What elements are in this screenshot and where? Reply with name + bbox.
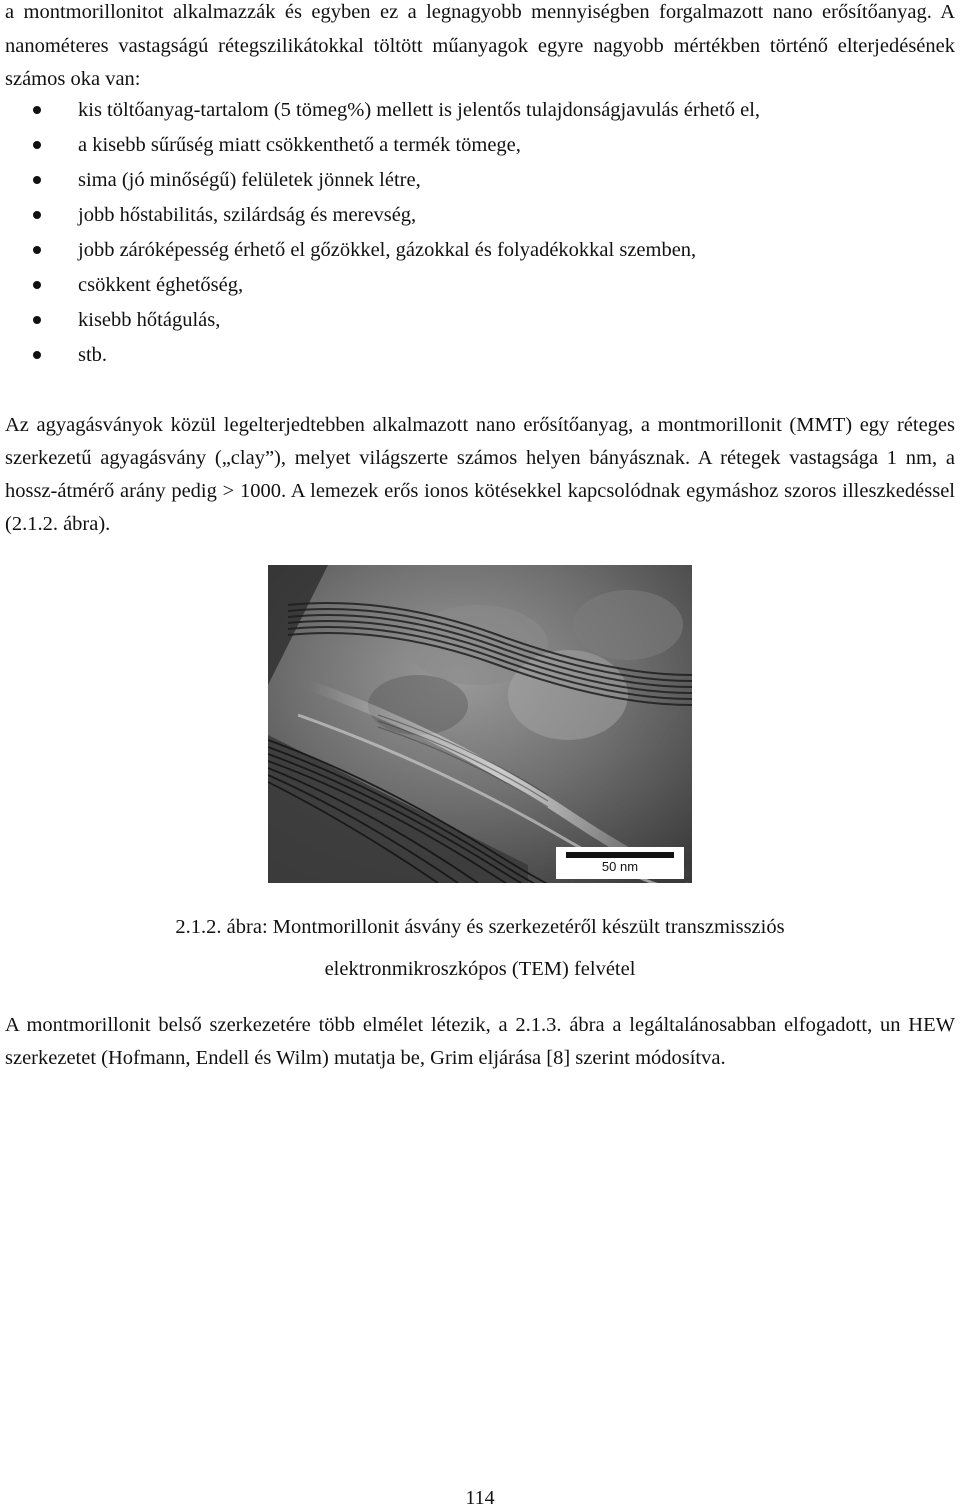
- bullet-icon: [33, 106, 41, 114]
- figure-caption-line-1: 2.1.2. ábra: Montmorillonit ásvány és szerkezetéről készült transzmissziós: [175, 916, 785, 938]
- bullet-icon: [33, 141, 41, 149]
- list-item: [0, 268, 950, 303]
- list-item-text: kis töltőanyag-tartalom (5 tömeg%) mellett is jelentős tulajdonságjavulás érhető el,: [78, 99, 761, 121]
- tem-micrograph: [268, 565, 692, 883]
- list-item: [0, 233, 950, 268]
- page-number: 114: [465, 1487, 495, 1509]
- figure-caption-line-2: elektronmikroszkópos (TEM) felvétel: [324, 958, 636, 980]
- bullet-icon: [33, 316, 41, 324]
- list-item: [0, 303, 950, 338]
- scale-bar: [556, 847, 684, 879]
- bullet-icon: [33, 176, 41, 184]
- bullet-icon: [33, 351, 41, 359]
- hew-structure-paragraph: A montmorillonit belső szerkezetére több elmélet létezik, a 2.1.3. ábra a legáltalánosabban elfogadott, un HEW szerkezetet (Hofmann, Endell és Wilm) mutatja be, Grim eljárása [8] szerint módosítva.: [5, 1014, 955, 1069]
- list-item-text: jobb záróképesség érhető el gőzökkel, gázokkal és folyadékokkal szemben,: [78, 239, 697, 261]
- list-item: [0, 163, 950, 198]
- list-item: [0, 198, 950, 233]
- intro-paragraph: a montmorillonitot alkalmazzák és egyben ez a legnagyobb mennyiségben forgalmazott nano erősítőanyag. A nanométeres vastagságú rétegszilikátokkal töltött műanyagok egyre nagyobb mértékben történő elterjedésének számos oka van:: [5, 1, 955, 90]
- tem-image: [268, 565, 692, 883]
- bullet-icon: [33, 246, 41, 254]
- bullet-icon: [33, 211, 41, 219]
- list-item-text: a kisebb sűrűség miatt csökkenthető a termék tömege,: [78, 134, 521, 156]
- list-item: [0, 93, 950, 128]
- list-item-text: kisebb hőtágulás,: [78, 309, 221, 331]
- list-item: [0, 128, 950, 163]
- mmt-description-paragraph: Az agyagásványok közül legelterjedtebben alkalmazott nano erősítőanyag, a montmorillonit (MMT) egy réteges szerkezetű agyagásvány („clay”), melyet világszerte számos helyen bányásznak. A rétegek vastagsága 1 nm, a hossz-átmérő arány pedig > 1000. A lemezek erős ionos kötésekkel kapcsolódnak egymáshoz szoros illeszkedéssel (2.1.2. ábra).: [5, 414, 955, 535]
- list-item-text: stb.: [78, 344, 108, 366]
- list-item-text: jobb hőstabilitás, szilárdság és merevség,: [78, 204, 417, 226]
- scale-bar-label: 50 nm: [601, 859, 639, 874]
- advantages-list: [0, 93, 950, 373]
- bullet-icon: [33, 281, 41, 289]
- list-item: [0, 338, 950, 373]
- list-item-text: sima (jó minőségű) felületek jönnek létre,: [78, 169, 421, 191]
- list-item-text: csökkent éghetőség,: [78, 274, 244, 296]
